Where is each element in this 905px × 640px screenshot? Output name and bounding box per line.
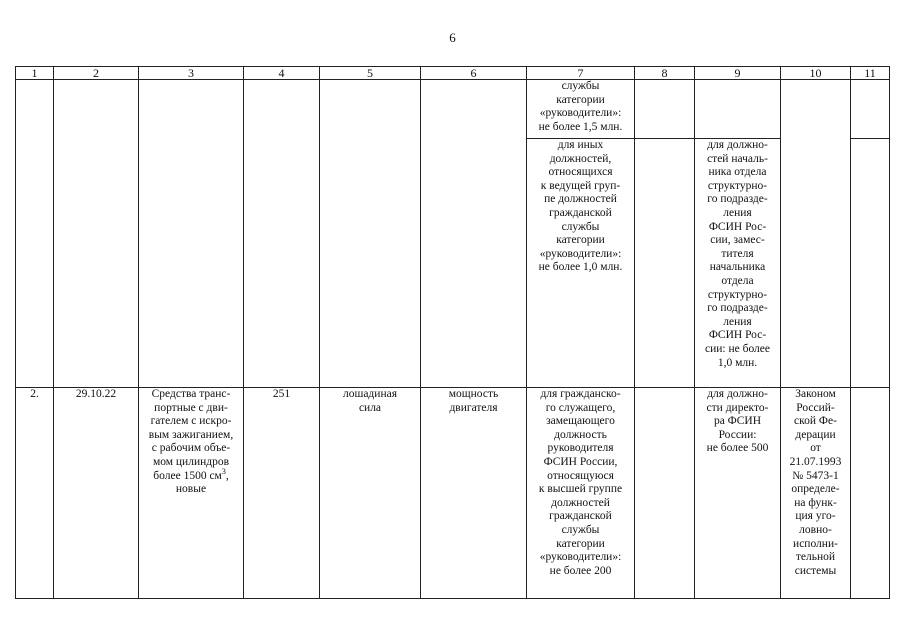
table-cell-col9 [695, 388, 781, 599]
header-cell: 8 [635, 67, 695, 80]
cell-line: гражданской [549, 206, 612, 219]
cell-line: не более 1,5 млн. [538, 120, 623, 133]
table-cell-col7-bottom [527, 139, 635, 388]
cell-line: го подразде- [707, 302, 768, 315]
cell-line: ра ФСИН [713, 415, 762, 428]
document-table [15, 66, 890, 599]
cell-line: структурно- [707, 179, 768, 192]
table-cell-col2: 29.10.22 [54, 388, 139, 599]
cell-line: категории [556, 234, 605, 247]
cell-line: сии: не более [704, 342, 770, 355]
cell-line: пе должностей [544, 193, 617, 206]
cell-line: № 5473-1 [792, 469, 839, 482]
cell-line: ФСИН Рос- [708, 329, 767, 342]
table-cell [781, 80, 851, 388]
table-cell [139, 80, 244, 388]
cell-line: для должно- [707, 139, 768, 151]
cell-line: ления [723, 315, 752, 328]
table-cell-col4: 251 [244, 388, 320, 599]
cell-line: вым зажиганием, [148, 428, 234, 441]
cell-line: го подразде- [707, 193, 768, 206]
cell-line: начальника [709, 261, 766, 274]
header-cell: 1 [16, 67, 54, 80]
table-row [16, 388, 890, 599]
header-cell: 6 [421, 67, 527, 80]
table-cell-col3 [139, 388, 244, 599]
table-cell-col5 [320, 388, 421, 599]
punct: , [225, 469, 229, 482]
cell-line: Россий- [796, 401, 835, 414]
cell-line: категории [556, 537, 605, 550]
cell-line: России: [718, 428, 757, 441]
cell-line: относящуюся [547, 469, 614, 482]
cell-line: «руководители»: [539, 247, 622, 260]
cell-line: мощность [448, 388, 499, 400]
cell-line: структурно- [707, 288, 768, 301]
cell-line: ника отдела [708, 166, 767, 179]
header-cell: 9 [695, 67, 781, 80]
cell-line: должностей [551, 496, 610, 509]
cell-line: определе- [791, 483, 840, 496]
cell-line: замещающего [546, 415, 615, 428]
cell-line: гражданской [549, 510, 612, 523]
table-cell [635, 80, 695, 139]
cell-line: ФСИН России, [543, 455, 618, 468]
cell-line: для должно- [707, 388, 768, 400]
cell-line: сила [358, 401, 382, 414]
cell-line: 21.07.1993 [789, 455, 842, 468]
table-cell [851, 80, 890, 139]
superscript: 3 [221, 466, 226, 476]
table-cell-col7-top [527, 80, 635, 139]
cell-line: сии, замес- [710, 234, 765, 247]
cell-line: мом цилиндров [152, 455, 230, 468]
cell-line: «руководители»: [539, 551, 622, 564]
cell-line: не более 500 [706, 442, 769, 455]
table-cell [16, 80, 54, 388]
cell-line: к высшей группе [538, 483, 623, 496]
cell-line: категории [556, 93, 605, 106]
cell-line: тельной [795, 551, 836, 564]
table-cell [635, 139, 695, 388]
cell-line: службы [561, 80, 600, 92]
cell-line: «руководители»: [539, 107, 622, 120]
table-cell [851, 388, 890, 599]
cell-line: ФСИН Рос- [708, 220, 767, 233]
cell-line: не более 200 [549, 564, 612, 577]
cell-line: ской Фе- [794, 415, 837, 428]
table-cell-col10 [781, 388, 851, 599]
cell-line: от [810, 442, 821, 455]
header-cell: 2 [54, 67, 139, 80]
table-cell [695, 80, 781, 139]
table-cell-col7 [527, 388, 635, 599]
cell-line: службы [561, 523, 600, 536]
cell-line: должность [554, 428, 607, 441]
table-cell [244, 80, 320, 388]
header-cell: 3 [139, 67, 244, 80]
cell-line: гателем с искро- [150, 415, 232, 428]
cell-line: ловно- [799, 523, 832, 536]
table-cell [851, 139, 890, 388]
cell-line: руководителя [547, 442, 614, 455]
table-row [16, 80, 890, 139]
cell-line: ция уго- [795, 510, 836, 523]
table-cell-col6 [421, 388, 527, 599]
cell-line: ления [723, 206, 752, 219]
table-cell [635, 388, 695, 599]
cell-line: сти директо- [706, 401, 769, 414]
cell-line: не более 1,0 млн. [538, 261, 623, 274]
cell-line: должностей, [549, 152, 612, 165]
table-cell [54, 80, 139, 388]
cell-line: лошадиная [342, 388, 397, 400]
cell-line: с рабочим объе- [151, 442, 231, 455]
cell-line: Законом [795, 388, 836, 400]
table-cell-col9 [695, 139, 781, 388]
volume-text: более 1500 см [153, 469, 222, 482]
cell-line: двигателя [449, 401, 498, 414]
header-row [16, 67, 890, 80]
cell-line: 1,0 млн. [717, 356, 758, 369]
cell-line: новые [175, 483, 207, 496]
header-cell: 5 [320, 67, 421, 80]
header-cell: 11 [851, 67, 890, 80]
table-cell [320, 80, 421, 388]
cell-line: го служащего, [545, 401, 616, 414]
cell-line: на функ- [794, 496, 837, 509]
cell-line: для гражданско- [540, 388, 621, 400]
table-cell [421, 80, 527, 388]
cell-line: относящихся [548, 166, 613, 179]
cell-line [141, 466, 241, 484]
cell-line: для иных [557, 139, 604, 151]
cell-line: отдела [721, 274, 754, 287]
header-cell: 4 [244, 67, 320, 80]
header-cell: 10 [781, 67, 851, 80]
cell-line: Средства транс- [151, 388, 231, 400]
cell-line: дерации [795, 428, 836, 441]
page-number: 6 [449, 30, 456, 45]
cell-line: портные с дви- [154, 401, 228, 414]
header-cell: 7 [527, 67, 635, 80]
cell-line: стей началь- [707, 152, 768, 165]
cell-line: системы [794, 564, 837, 577]
cell-line: службы [561, 220, 600, 233]
table-cell-col1: 2. [16, 388, 54, 599]
cell-line: к ведущей груп- [540, 179, 621, 192]
cell-line: исполни- [793, 537, 838, 550]
cell-line: тителя [721, 247, 754, 260]
